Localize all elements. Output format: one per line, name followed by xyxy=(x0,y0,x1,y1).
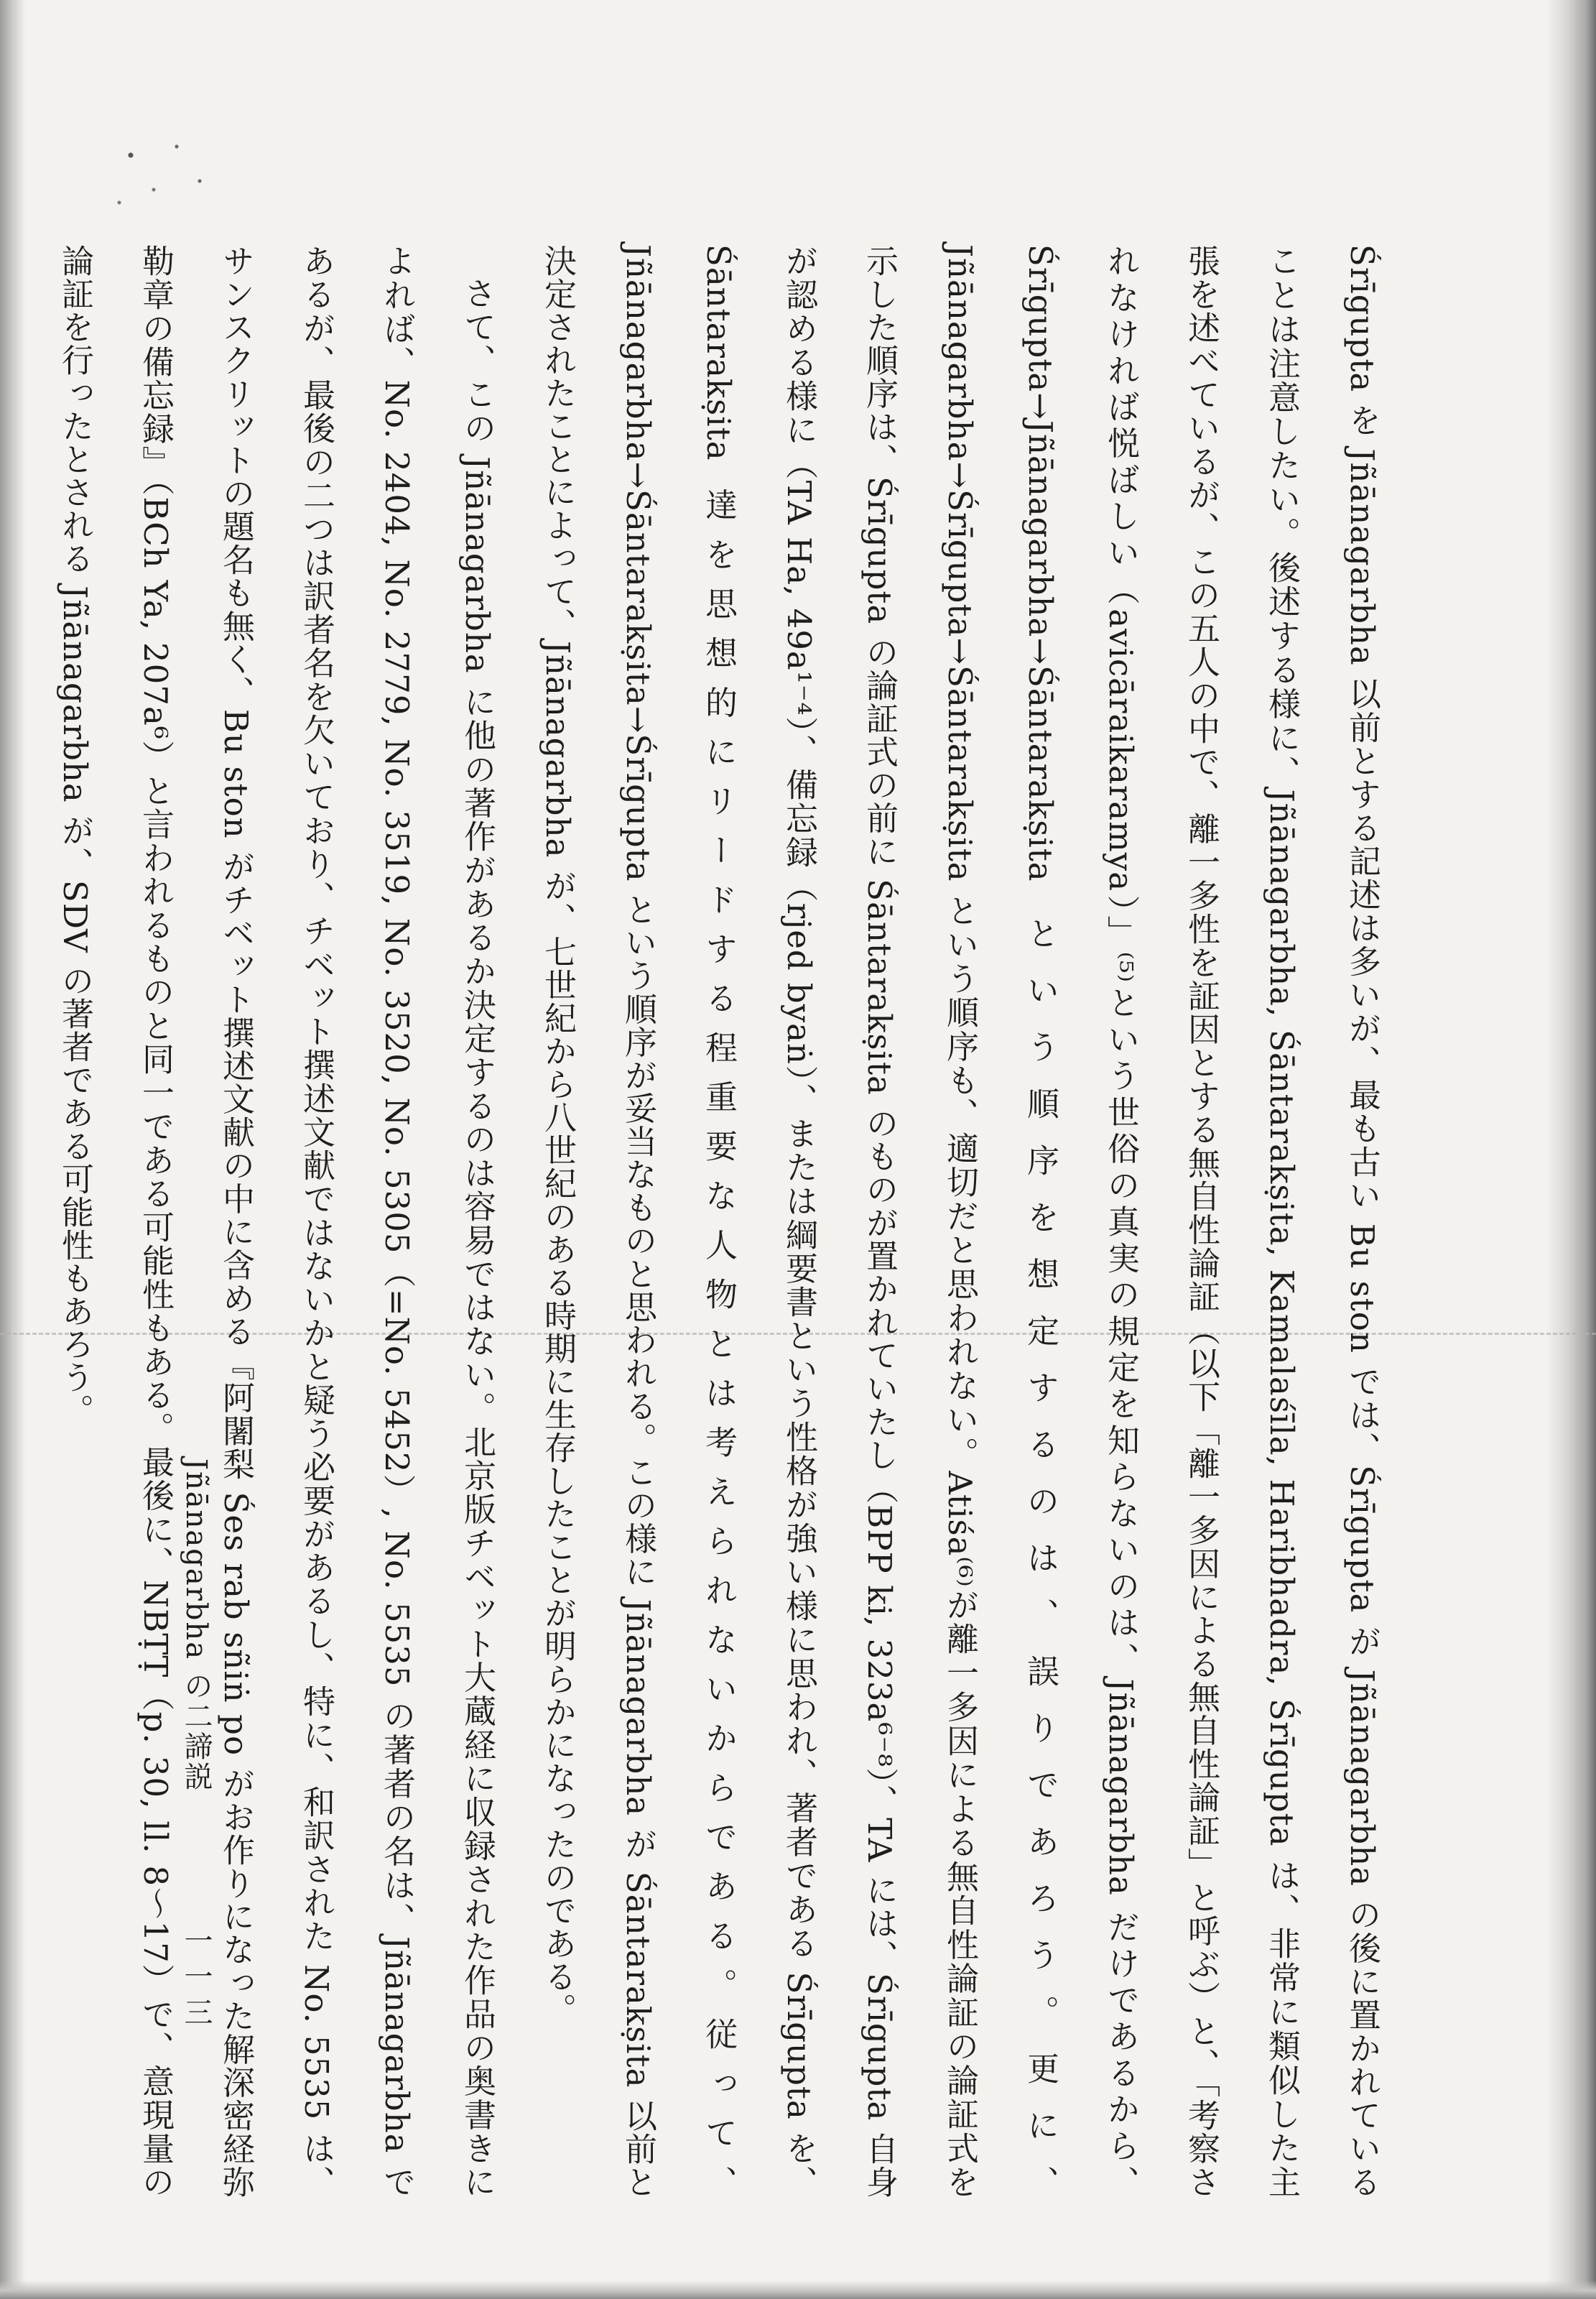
paragraph-2: さて、この Jñānagarbha に他の著作があるか決定するのは容易ではない。北京版チベット大蔵経に収録された作品の奥書きによれば、No. 2404, No. 2779, No. 3519, No. 3520, No. 5305（=No. 5452）, No. 5535 の著者の名は、Jñānagarbha であるが、最後の二つは訳者名を欠いており、チベット撰述文献ではないかと疑う必要があるし、特に、和訳された No. 5535 は、サンスクリットの題名も無く、Bu ston がチベット撰述文献の中に含める『阿闍梨 Śes rab sñiṅ po がお作りになった解深密経弥勒章の備忘録』（BCh Ya, 207a⁶）と言われるものと同一である可能性もある。最後に、NBṬṬ（p. 30, ll. 8～17）で、意現量の論証を行ったとされる Jñānagarbha が、SDV の著者である可能性もあろう。 xyxy=(56,244,496,2198)
page-number: 一一三 xyxy=(180,1925,213,2033)
paragraph-1: Śrīgupta を Jñānagarbha 以前とする記述は多いが、最も古い Bu ston では、Śrīgupta が Jñānagarbha の後に置かれていることは注意したい。後述する様に、Jñānagarbha, Śāntarakṣita, Kamalaśīla, Haribhadra, Śrīgupta は、非常に類似した主張を述べているが、この五人の中で、離一多性を証因とする無自性論証（以下「離一多因による無自性論証」と呼ぶ）と、「考察されなければ悦ばしい（avicāraikaramya）」⁽⁵⁾という世俗の真実の規定を知らないのは、Jñānagarbha だけであるから、Śrīgupta→Jñānagarbha→Śāntarakṣita という順序を想定するのは、誤りであろう。更に、Jñānagarbha→Śrīgupta→Śāntarakṣita という順序も、適切だと思われない。Atiśa⁽⁶⁾が離一多因による無自性論証の論証式を示した順序は、Śrīgupta の論証式の前に Śāntarakṣita のものが置かれていたし（BPP ki, 323a⁶⁻⁸）、TA には、Śrīgupta 自身が認める様に（TA Ha, 49a¹⁻⁴）、備忘録（rjed byaṅ）、または綱要書という性格が強い様に思われ、著者である Śrīgupta を、Śāntarakṣita 達を思想的にリードする程重要な人物とは考えられないからである。従って、Jñānagarbha→Śāntarakṣita→Śrīgupta という順序が妥当なものと思われる。この様に Jñānagarbha が Śāntarakṣita 以前と決定されたことによって、Jñānagarbha が、七世紀から八世紀のある時期に生存したことが明らかになったのである。 xyxy=(539,244,1381,2198)
running-title: Jñānagarbha の二諦説 xyxy=(180,1458,213,1792)
scan-speckle xyxy=(108,129,223,216)
scan-edge-right xyxy=(1546,0,1596,2299)
scan-edge-bottom xyxy=(0,2280,1596,2299)
body-text xyxy=(56,244,1402,2198)
scan-edge-left xyxy=(0,0,26,2299)
